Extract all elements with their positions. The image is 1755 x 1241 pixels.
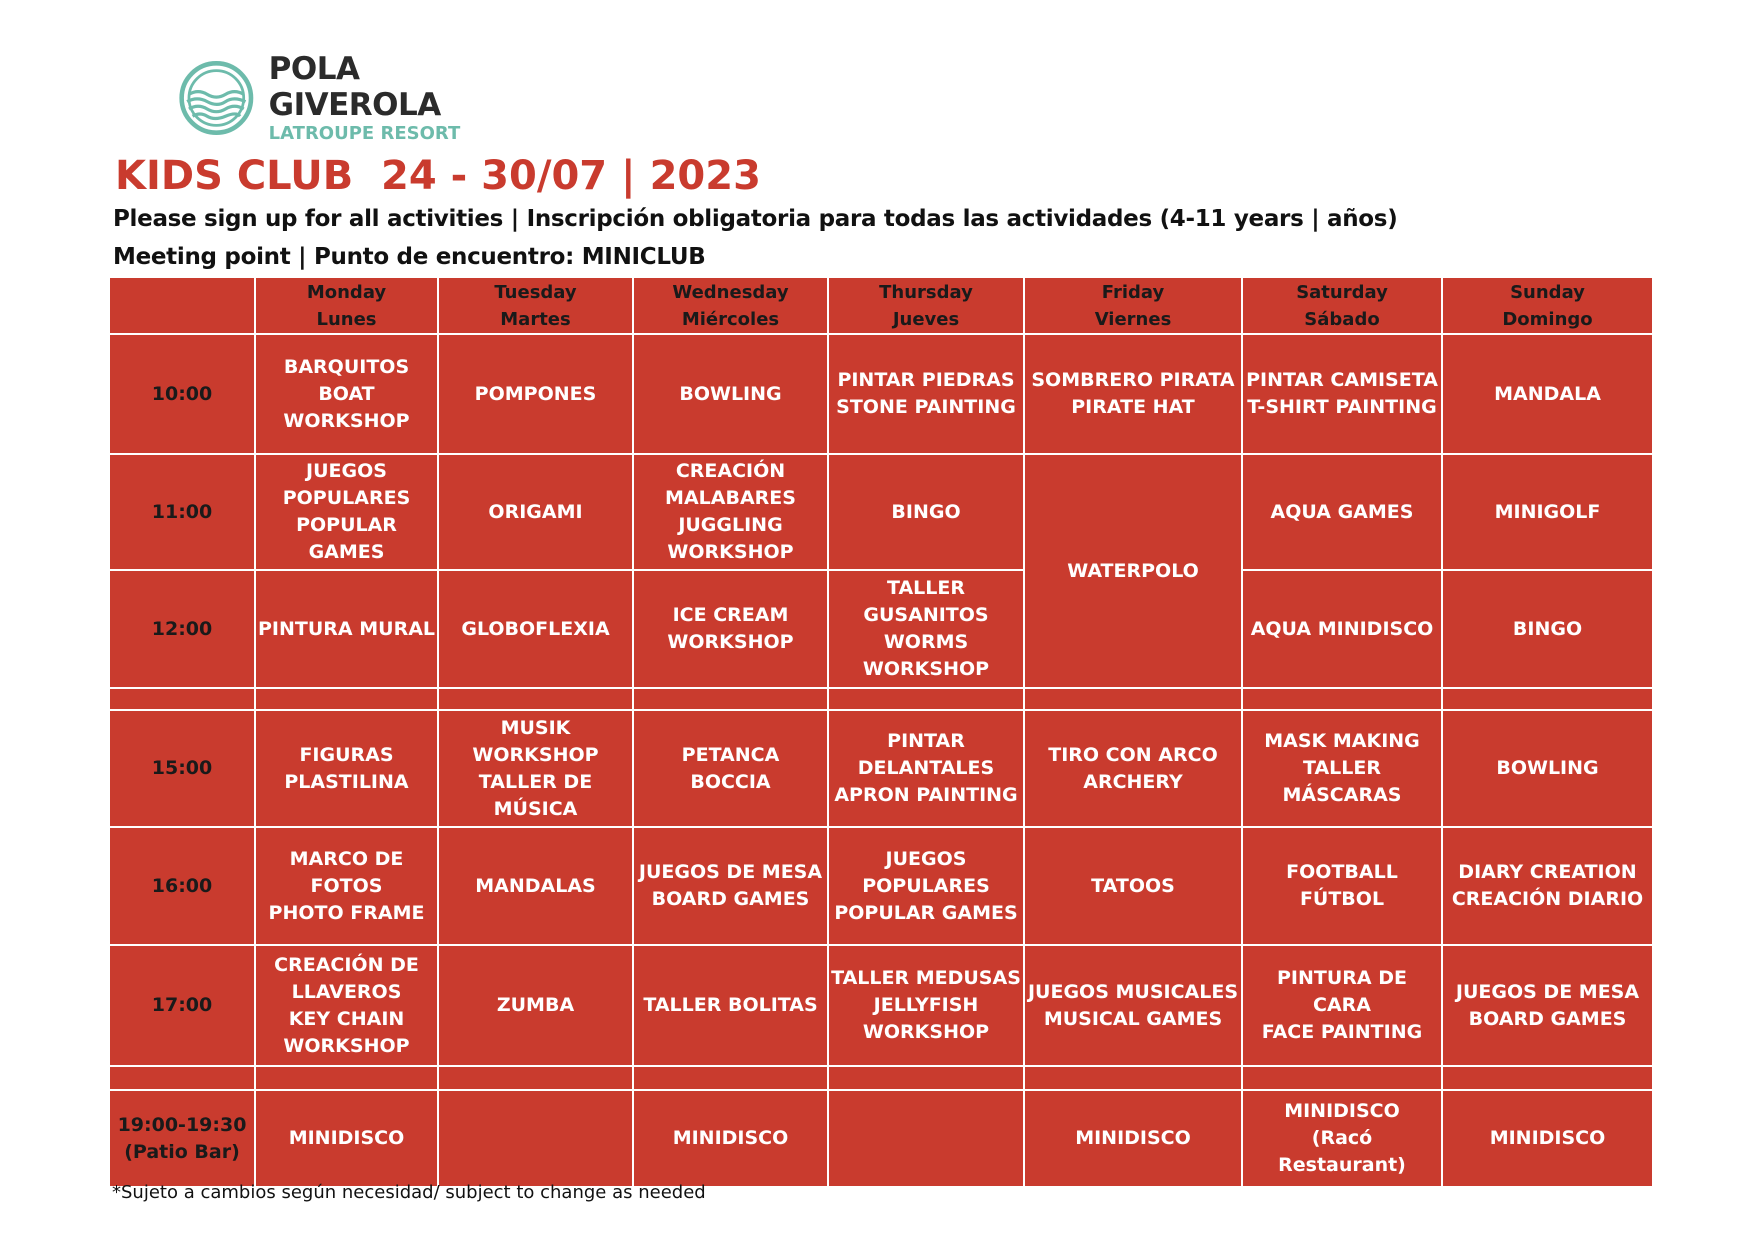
cell-text-line: GUSANITOS [863,604,989,626]
cell-text-line: TATOOS [1091,874,1175,897]
day-header-thursday [828,277,1024,334]
cell-text-line: BOWLING [1496,757,1599,779]
cell-text-line: MARCO DE FOTOS [289,847,404,897]
day-header-friday [1024,277,1242,334]
cell-text-line: PIRATE HAT [1071,396,1195,418]
wave-circle-icon [178,56,255,140]
cell-text-line: JELLYFISH [873,994,979,1016]
activity-cell [1242,570,1442,688]
cell-text-line: TALLER DE MÚSICA [478,770,593,820]
activity-cell [1442,570,1653,688]
cell-text-line: MINIGOLF [1494,500,1601,523]
cell-text-line: FACE PAINTING [1261,1021,1423,1043]
cell-text-line: CREACIÓN [675,460,786,482]
spacer-cell [1442,688,1653,710]
cell-text-line: SOMBRERO PIRATA [1031,369,1235,391]
spacer-cell [109,1066,255,1090]
day-header-tuesday [438,277,633,334]
activity-cell [828,1090,1024,1187]
activity-cell [255,710,438,827]
activity-cell [1442,454,1653,570]
meeting-point: Meeting point | Punto de encuentro: MINICLUB [113,244,706,270]
time-slot-cell [109,454,255,570]
cell-text-line: ICE CREAM [672,604,789,626]
cell-text-line: BINGO [1512,617,1583,640]
time-slot-cell [109,827,255,945]
spacer-cell [828,688,1024,710]
cell-text-line: ORIGAMI [488,500,583,523]
cell-text-line: POPULAR GAMES [834,901,1018,924]
activity-cell [1442,1090,1653,1187]
cell-text-line: Monday [306,281,387,303]
cell-text-line: Domingo [1502,308,1593,330]
cell-text-line: PINTURA MURAL [258,617,436,640]
cell-text-line: PHOTO FRAME [268,901,425,924]
time-slot-row [109,827,1653,945]
cell-text-line: WORMS [883,631,969,653]
spacer-cell [255,688,438,710]
spacer-cell [438,688,633,710]
cell-text-line: JUEGOS DE MESA [638,861,823,883]
cell-text-line: Tuesday [494,281,577,303]
cell-text-line: MANDALA [1494,382,1601,405]
cell-text-line: BINGO [891,500,961,523]
cell-text-line: Sábado [1304,308,1380,330]
activity-cell [828,827,1024,945]
cell-text-line: 11:00 [151,500,213,523]
spacer-row [109,1066,1653,1090]
activity-cell [828,334,1024,454]
cell-text-line: PLASTILINA [284,770,409,793]
cell-text-line: STONE PAINTING [836,396,1016,418]
spacer-cell [633,1066,828,1090]
cell-text-line: KEY CHAIN [288,1007,405,1030]
activity-cell [438,827,633,945]
activity-cell [828,710,1024,827]
activity-cell [438,945,633,1066]
cell-text-line: JUGGLING [678,514,783,536]
cell-text-line: Miércoles [681,308,780,330]
activity-cell [1024,454,1242,688]
day-header-sunday [1442,277,1653,334]
logo-text [269,51,518,145]
spacer-cell [1442,1066,1653,1090]
cell-text-line: FIGURAS [299,743,394,766]
schedule-table [108,276,1654,1188]
cell-text-line: BOCCIA [690,770,771,793]
cell-text-line: TIRO CON ARCO [1048,743,1218,766]
activity-cell [1024,827,1242,945]
cell-text-line: MUSIK WORKSHOP [472,716,599,766]
activity-cell [438,454,633,570]
cell-text-line: Sunday [1510,281,1585,303]
activity-cell [828,945,1024,1066]
cell-text-line: Jueves [892,308,960,330]
cell-text-line: POPULAR GAMES [296,514,397,563]
activity-cell [255,570,438,688]
spacer-cell [1242,688,1442,710]
cell-text-line: 16:00 [151,874,213,897]
cell-text-line: PINTURA DE CARA [1277,967,1407,1016]
spacer-cell [1242,1066,1442,1090]
activity-cell [255,454,438,570]
spacer-cell [1024,1066,1242,1090]
cell-text-line: POPULARES [282,487,411,509]
signup-notice: Please sign up for all activities | Inscripción obligatoria para todas las actividades (4-11 years | años) [113,206,1398,232]
cell-text-line: 17:00 [151,994,213,1016]
time-slot-cell [109,334,255,454]
cell-text-line: JUEGOS [306,460,387,482]
activity-cell [438,710,633,827]
cell-text-line: WORKSHOP [862,658,990,680]
time-slot-cell [109,945,255,1066]
cell-text-line: T-SHIRT PAINTING [1247,396,1437,418]
page-title: KIDS CLUB 24 - 30/07 | 2023 [115,153,761,199]
time-slot-row [109,454,1653,570]
activity-cell [1242,334,1442,454]
activity-cell [633,334,828,454]
spacer-cell [633,688,828,710]
activity-cell [1242,710,1442,827]
cell-text-line: PINTAR CAMISETA [1246,369,1438,391]
spacer-cell [828,1066,1024,1090]
spacer-cell [255,1066,438,1090]
activity-cell [1024,710,1242,827]
cell-text-line: WORKSHOP [667,631,794,653]
cell-text-line: 12:00 [151,617,213,640]
spacer-cell [109,688,255,710]
time-slot-cell [109,570,255,688]
corner-cell [109,277,255,334]
activity-cell [438,1090,633,1187]
cell-text-line: 15:00 [151,757,213,779]
cell-text-line: TALLER BOLITAS [643,994,818,1016]
cell-text-line: BARQUITOS [283,355,410,378]
cell-text-line: AQUA GAMES [1270,500,1414,523]
cell-text-line: POPULARES [862,874,990,897]
activity-cell [828,570,1024,688]
activity-cell [255,334,438,454]
time-slot-row [109,945,1653,1066]
day-header-wednesday [633,277,828,334]
cell-text-line: MUSICAL GAMES [1043,1007,1223,1030]
cell-text-line: DELANTALES [857,757,995,779]
activity-cell [1242,827,1442,945]
cell-text-line: Viernes [1094,308,1172,330]
disclaimer-note: *Sujeto a cambios según necesidad/ subject to change as needed [112,1182,706,1203]
logo-subtitle: LATROUPE RESORT [268,123,461,144]
cell-text-line: TALLER MEDUSAS [831,967,1021,989]
cell-text-line: (Racó Restaurant) [1278,1127,1406,1176]
cell-text-line: TALLER [886,577,965,599]
activity-cell [1024,334,1242,454]
cell-text-line: ZUMBA [496,994,575,1016]
cell-text-line: WORKSHOP [283,1034,410,1057]
activity-cell [633,1090,828,1187]
cell-text-line: BOARD GAMES [1468,1007,1627,1030]
cell-text-line: 19:00-19:30 [117,1113,247,1136]
cell-text-line: JUEGOS [885,847,967,870]
cell-text-line: BOAT WORKSHOP [283,382,410,432]
activity-cell [633,945,828,1066]
time-slot-cell [109,710,255,827]
activity-cell [438,570,633,688]
activity-cell [1442,710,1653,827]
activity-cell [255,945,438,1066]
cell-text-line: MINIDISCO [288,1127,405,1149]
cell-text-line: MINIDISCO [1284,1100,1400,1122]
day-header-monday [255,277,438,334]
cell-text-line: APRON PAINTING [834,784,1018,806]
activity-cell [828,454,1024,570]
day-header-row [109,277,1653,334]
activity-cell [1024,945,1242,1066]
cell-text-line: MINIDISCO [672,1127,789,1149]
spacer-cell [438,1066,633,1090]
activity-cell [1242,1090,1442,1187]
activity-cell [633,454,828,570]
cell-text-line: Thursday [879,281,973,303]
logo-name: POLA GIVEROLA [268,51,441,123]
activity-cell [633,827,828,945]
time-slot-row [109,570,1653,688]
cell-text-line: CREACIÓN DIARIO [1451,888,1644,910]
cell-text-line: BOWLING [679,382,782,405]
activity-cell [1442,827,1653,945]
cell-text-line: TALLER MÁSCARAS [1282,757,1402,806]
cell-text-line: PETANCA [681,743,780,766]
resort-logo [178,51,518,144]
activity-cell [438,334,633,454]
cell-text-line: 10:00 [151,382,213,405]
cell-text-line: MALABARES [665,487,796,509]
cell-text-line: WATERPOLO [1067,559,1199,582]
cell-text-line: WORKSHOP [667,541,794,563]
time-slot-row [109,334,1653,454]
activity-cell [1242,945,1442,1066]
cell-text-line: JUEGOS MUSICALES [1027,980,1239,1003]
time-slot-row [109,1090,1653,1187]
activity-cell [1442,334,1653,454]
cell-text-line: FOOTBALL FÚTBOL [1286,861,1398,910]
time-slot-row [109,710,1653,827]
cell-text-line: ARCHERY [1083,770,1183,793]
spacer-row [109,688,1653,710]
cell-text-line: LLAVEROS [291,980,402,1003]
cell-text-line: PINTAR PIEDRAS [837,369,1015,391]
spacer-cell [1024,688,1242,710]
cell-text-line: CREACIÓN DE [274,953,419,976]
cell-text-line: MINIDISCO [1489,1127,1606,1149]
cell-text-line: JUEGOS DE MESA [1455,980,1640,1003]
cell-text-line: GLOBOFLEXIA [461,617,610,640]
cell-text-line: Friday [1101,281,1165,303]
cell-text-line: Wednesday [672,281,789,303]
cell-text-line: WORKSHOP [862,1021,990,1043]
activity-cell [255,1090,438,1187]
activity-cell [255,827,438,945]
time-slot-cell [109,1090,255,1187]
cell-text-line: DIARY CREATION [1458,861,1637,883]
cell-text-line: (Patio Bar) [124,1140,240,1163]
activity-cell [633,710,828,827]
cell-text-line: Lunes [316,308,377,330]
cell-text-line: POMPONES [474,382,597,405]
cell-text-line: BOARD GAMES [651,888,810,910]
cell-text-line: MANDALAS [475,874,596,897]
cell-text-line: AQUA MINIDISCO [1250,617,1434,640]
cell-text-line: MINIDISCO [1075,1127,1191,1149]
activity-cell [1024,1090,1242,1187]
cell-text-line: Martes [500,308,571,330]
cell-text-line: PINTAR [887,730,965,752]
activity-cell [1242,454,1442,570]
cell-text-line: MASK MAKING [1264,730,1420,752]
activity-cell [1442,945,1653,1066]
activity-cell [633,570,828,688]
cell-text-line: Saturday [1296,281,1388,303]
day-header-saturday [1242,277,1442,334]
